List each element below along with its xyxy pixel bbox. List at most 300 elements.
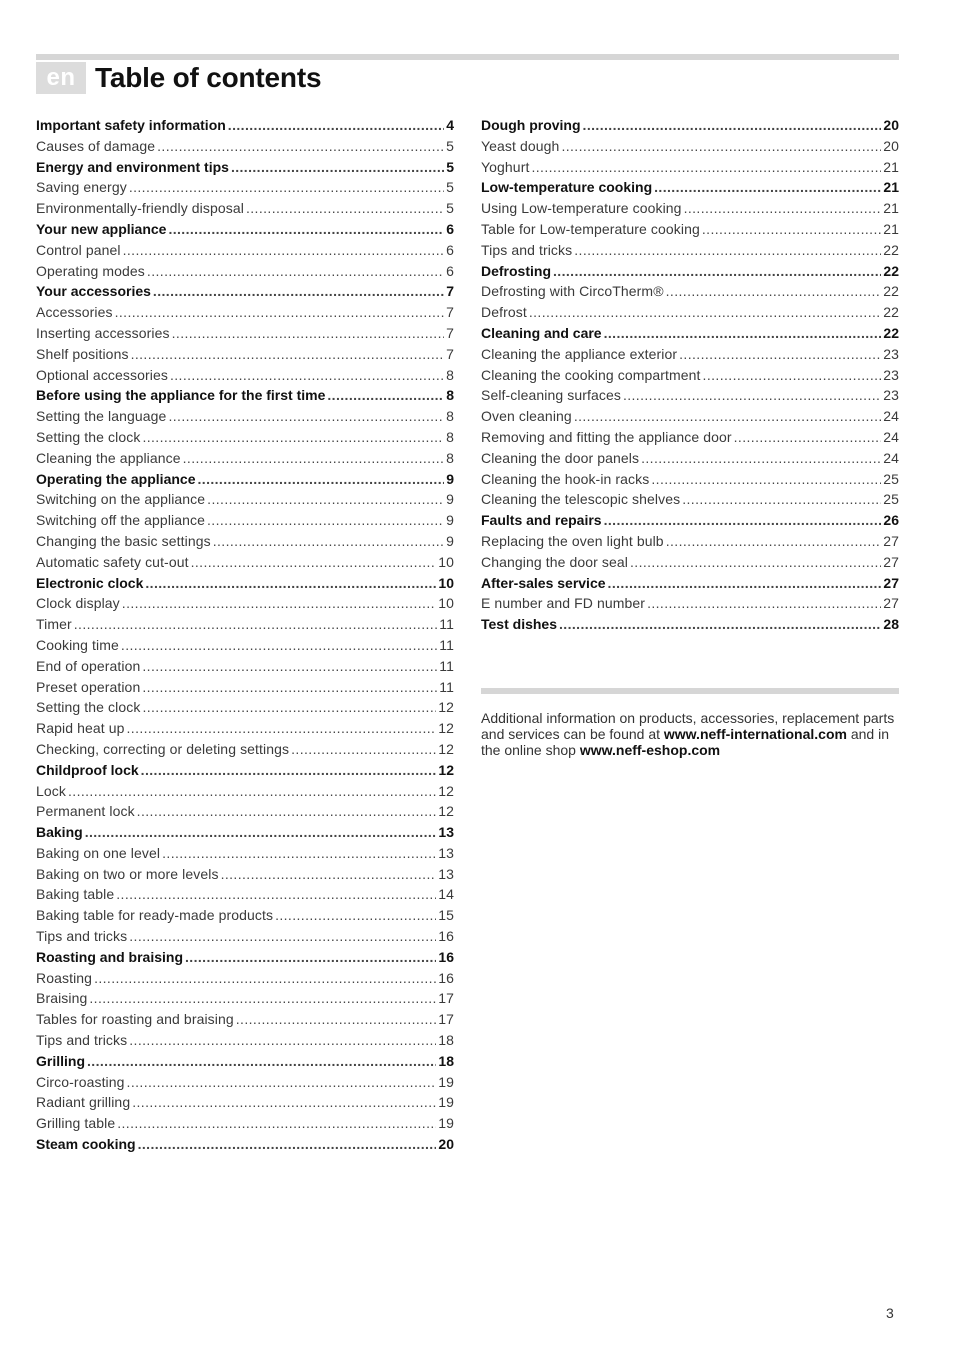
toc-entry-page-number: 22 <box>883 262 899 279</box>
toc-dot-leader <box>221 864 437 885</box>
toc-entry-page-number: 18 <box>438 1052 454 1069</box>
toc-dot-leader <box>74 614 438 635</box>
toc-section-entry[interactable] <box>36 261 454 282</box>
toc-entry-page-number: 14 <box>438 886 454 903</box>
toc-entry-page-number: 19 <box>438 1094 454 1111</box>
toc-section-entry[interactable] <box>36 968 454 989</box>
toc-entry-title: Table for Low-temperature cooking <box>481 220 700 237</box>
toc-entry-title: Roasting and braising <box>36 948 184 965</box>
toc-section-entry[interactable] <box>36 593 454 614</box>
toc-entry-page-number: 7 <box>446 283 454 300</box>
toc-entry-title: After-sales service <box>481 574 606 591</box>
toc-chapter-entry[interactable] <box>481 614 899 635</box>
toc-entry-page-number: 21 <box>883 200 899 217</box>
language-badge: en <box>36 62 86 94</box>
toc-entry-page-number: 6 <box>446 241 454 258</box>
toc-entry-title: Timer <box>36 616 72 633</box>
toc-section-entry[interactable] <box>36 988 454 1009</box>
toc-section-entry[interactable] <box>36 718 454 739</box>
toc-section-entry[interactable] <box>36 552 454 573</box>
toc-dot-leader <box>142 677 437 698</box>
toc-dot-leader <box>666 531 882 552</box>
toc-section-entry[interactable] <box>36 864 454 885</box>
toc-section-entry[interactable] <box>36 926 454 947</box>
toc-entry-title: Grilling table <box>36 1115 116 1132</box>
toc-entry-title: Inserting accessories <box>36 324 170 341</box>
toc-dot-leader <box>116 884 436 905</box>
toc-entry-title: Baking table <box>36 886 115 903</box>
toc-entry-page-number: 16 <box>438 969 454 986</box>
toc-entry-page-number: 27 <box>883 532 899 549</box>
toc-chapter-entry[interactable] <box>36 760 454 781</box>
toc-entry-page-number: 22 <box>883 241 899 258</box>
toc-chapter-entry[interactable] <box>36 157 454 178</box>
toc-dot-leader <box>213 531 444 552</box>
toc-section-entry[interactable] <box>481 344 899 365</box>
toc-entry-page-number: 23 <box>883 345 899 362</box>
toc-entry-title: Cleaning the cooking compartment <box>481 366 701 383</box>
toc-section-entry[interactable] <box>36 198 454 219</box>
toc-entry-page-number: 25 <box>883 470 899 487</box>
toc-entry-page-number: 19 <box>438 1073 454 1090</box>
toc-section-entry[interactable] <box>481 531 899 552</box>
toc-entry-title: End of operation <box>36 657 141 674</box>
toc-entry-title: Rapid heat up <box>36 720 125 737</box>
toc-section-entry[interactable] <box>481 552 899 573</box>
toc-entry-title: Shelf positions <box>36 345 129 362</box>
top-divider <box>36 54 899 60</box>
toc-entry-page-number: 5 <box>446 200 454 217</box>
toc-entry-page-number: 27 <box>883 553 899 570</box>
toc-chapter-entry[interactable] <box>481 177 899 198</box>
toc-dot-leader <box>138 1134 437 1155</box>
toc-section-entry[interactable] <box>481 448 899 469</box>
toc-dot-leader <box>122 593 436 614</box>
toc-entry-page-number: 5 <box>446 137 454 154</box>
toc-left-column <box>36 115 454 1155</box>
toc-entry-title: Cooking time <box>36 636 119 653</box>
additional-info-paragraph <box>481 710 899 758</box>
toc-dot-leader <box>207 510 444 531</box>
toc-entry-title: Saving energy <box>36 179 127 196</box>
toc-dot-leader <box>231 157 444 178</box>
toc-entry-title: Defrost <box>481 304 527 321</box>
toc-entry-title: Circo-roasting <box>36 1073 125 1090</box>
toc-section-entry[interactable] <box>481 406 899 427</box>
toc-entry-page-number: 11 <box>439 657 454 674</box>
toc-section-entry[interactable] <box>36 781 454 802</box>
toc-dot-leader <box>137 801 437 822</box>
toc-dot-leader <box>734 427 882 448</box>
toc-entry-title: Yoghurt <box>481 158 530 175</box>
toc-section-entry[interactable] <box>36 427 454 448</box>
toc-entry-title: Setting the clock <box>36 428 141 445</box>
toc-dot-leader <box>87 1051 436 1072</box>
toc-entry-title: Radiant grilling <box>36 1094 131 1111</box>
toc-dot-leader <box>207 489 444 510</box>
toc-entry-page-number: 25 <box>883 491 899 508</box>
toc-entry-title: E number and FD number <box>481 595 646 612</box>
toc-entry-title: Setting the clock <box>36 699 141 716</box>
toc-entry-page-number: 13 <box>438 824 454 841</box>
toc-entry-page-number: 9 <box>446 491 454 508</box>
toc-section-entry[interactable] <box>481 593 899 614</box>
toc-dot-leader <box>115 302 445 323</box>
toc-dot-leader <box>529 302 881 323</box>
toc-entry-page-number: 22 <box>883 283 899 300</box>
toc-entry-page-number: 12 <box>438 740 454 757</box>
toc-section-entry[interactable] <box>36 344 454 365</box>
toc-section-entry[interactable] <box>36 739 454 760</box>
toc-section-entry[interactable] <box>481 469 899 490</box>
toc-entry-page-number: 24 <box>883 428 899 445</box>
toc-dot-leader <box>641 448 881 469</box>
toc-dot-leader <box>89 988 436 1009</box>
toc-entry-title: Causes of damage <box>36 137 156 154</box>
page-title: Table of contents <box>95 62 322 93</box>
toc-entry-page-number: 27 <box>883 574 899 591</box>
toc-entry-page-number: 23 <box>883 366 899 383</box>
toc-dot-leader <box>168 219 444 240</box>
toc-section-entry[interactable] <box>481 302 899 323</box>
toc-entry-title: Childproof lock <box>36 761 139 778</box>
toc-section-entry[interactable] <box>481 157 899 178</box>
toc-entry-page-number: 12 <box>438 803 454 820</box>
toc-entry-page-number: 12 <box>438 761 454 778</box>
toc-entry-page-number: 11 <box>439 616 454 633</box>
toc-entry-title: Baking on two or more levels <box>36 865 219 882</box>
info-text-middle: and in the online shop <box>481 726 889 758</box>
toc-entry-page-number: 13 <box>438 865 454 882</box>
toc-entry-page-number: 8 <box>446 387 454 404</box>
toc-entry-page-number: 7 <box>446 324 454 341</box>
toc-entry-title: Grilling <box>36 1052 85 1069</box>
toc-dot-leader <box>604 510 882 531</box>
toc-section-entry[interactable] <box>481 219 899 240</box>
toc-section-entry[interactable] <box>36 801 454 822</box>
toc-section-entry[interactable] <box>36 635 454 656</box>
toc-dot-leader <box>129 1030 436 1051</box>
toc-entry-page-number: 5 <box>446 179 454 196</box>
toc-dot-leader <box>142 656 437 677</box>
toc-chapter-entry[interactable] <box>36 1134 454 1155</box>
toc-chapter-entry[interactable] <box>481 323 899 344</box>
toc-dot-leader <box>170 365 444 386</box>
toc-entry-title: Clock display <box>36 595 120 612</box>
toc-entry-title: Low-temperature cooking <box>481 179 653 196</box>
toc-entry-page-number: 21 <box>883 158 899 175</box>
toc-dot-leader <box>604 323 882 344</box>
toc-section-entry[interactable] <box>36 1072 454 1093</box>
toc-entry-page-number: 22 <box>883 304 899 321</box>
toc-entry-title: Changing the door seal <box>481 553 628 570</box>
toc-chapter-entry[interactable] <box>36 385 454 406</box>
toc-entry-title: Operating modes <box>36 262 145 279</box>
toc-dot-leader <box>183 448 444 469</box>
toc-entry-page-number: 10 <box>438 595 454 612</box>
toc-chapter-entry[interactable] <box>36 822 454 843</box>
toc-section-entry[interactable] <box>36 677 454 698</box>
toc-dot-leader <box>630 552 881 573</box>
toc-dot-leader <box>236 1009 436 1030</box>
toc-entry-title: Important safety information <box>36 117 226 133</box>
toc-section-entry[interactable] <box>36 240 454 261</box>
toc-entry-page-number: 6 <box>446 220 454 237</box>
toc-entry-page-number: 16 <box>438 928 454 945</box>
toc-entry-page-number: 13 <box>438 844 454 861</box>
toc-entry-title: Changing the basic settings <box>36 532 211 549</box>
toc-section-entry[interactable] <box>481 240 899 261</box>
toc-section-entry[interactable] <box>36 510 454 531</box>
toc-chapter-entry[interactable] <box>36 573 454 594</box>
toc-entry-title: Your accessories <box>36 283 151 300</box>
toc-entry-title: Dough proving <box>481 117 581 133</box>
toc-entry-title: Defrosting <box>481 262 551 279</box>
toc-dot-leader <box>117 1113 436 1134</box>
toc-section-entry[interactable] <box>36 323 454 344</box>
toc-dot-leader <box>68 781 436 802</box>
toc-entry-title: Switching on the appliance <box>36 491 206 508</box>
toc-dot-leader <box>623 385 881 406</box>
toc-dot-leader <box>162 843 436 864</box>
toc-entry-title: Permanent lock <box>36 803 135 820</box>
toc-entry-title: Cleaning the hook-in racks <box>481 470 650 487</box>
toc-entry-page-number: 26 <box>883 512 899 529</box>
toc-section-entry[interactable] <box>36 302 454 323</box>
toc-entry-title: Cleaning the appliance exterior <box>481 345 678 362</box>
toc-entry-page-number: 17 <box>438 990 454 1007</box>
toc-entry-title: Setting the language <box>36 408 167 425</box>
toc-dot-leader <box>145 573 436 594</box>
toc-section-entry[interactable] <box>481 365 899 386</box>
toc-section-entry[interactable] <box>481 427 899 448</box>
toc-dot-leader <box>666 281 882 302</box>
toc-entry-page-number: 20 <box>883 137 899 154</box>
toc-entry-page-number: 8 <box>446 408 454 425</box>
toc-dot-leader <box>126 718 436 739</box>
toc-entry-page-number: 11 <box>439 636 454 653</box>
toc-dot-leader <box>85 822 437 843</box>
toc-entry-page-number: 21 <box>883 220 899 237</box>
eshop-link[interactable]: www.neff-eshop.com <box>579 742 721 758</box>
toc-dot-leader <box>131 344 445 365</box>
toc-dot-leader <box>574 406 881 427</box>
toc-section-entry[interactable] <box>36 448 454 469</box>
toc-section-entry[interactable] <box>36 884 454 905</box>
toc-dot-leader <box>157 136 444 157</box>
toc-dot-leader <box>129 926 436 947</box>
toc-section-entry[interactable] <box>36 1030 454 1051</box>
toc-entry-title: Test dishes <box>481 616 557 633</box>
toc-entry-page-number: 11 <box>439 678 454 695</box>
toc-section-entry[interactable] <box>36 1009 454 1030</box>
toc-entry-title: Tips and tricks <box>481 241 573 258</box>
toc-entry-page-number: 18 <box>438 1032 454 1049</box>
toc-dot-leader <box>121 635 437 656</box>
toc-entry-title: Baking on one level <box>36 844 161 861</box>
toc-section-entry[interactable] <box>36 1092 454 1113</box>
toc-entry-title: Environmentally-friendly disposal <box>36 200 244 217</box>
toc-dot-leader <box>702 219 881 240</box>
toc-entry-title: Preset operation <box>36 678 141 695</box>
toc-entry-title: Accessories <box>36 304 113 321</box>
toc-entry-title: Your new appliance <box>36 220 167 237</box>
toc-section-entry[interactable] <box>36 1113 454 1134</box>
toc-entry-page-number: 17 <box>438 1011 454 1028</box>
toc-chapter-entry[interactable] <box>36 1051 454 1072</box>
toc-section-entry[interactable] <box>36 177 454 198</box>
toc-dot-leader <box>127 1072 437 1093</box>
toc-entry-page-number: 12 <box>438 720 454 737</box>
toc-entry-page-number: 24 <box>883 449 899 466</box>
toc-section-entry[interactable] <box>36 406 454 427</box>
toc-entry-page-number: 20 <box>438 1136 454 1153</box>
toc-dot-leader <box>682 489 881 510</box>
toc-entry-title: Braising <box>36 990 88 1007</box>
toc-entry-page-number: 20 <box>883 117 899 133</box>
toc-dot-leader <box>291 739 436 760</box>
toc-dot-leader <box>327 385 444 406</box>
toc-dot-leader <box>191 552 437 573</box>
toc-dot-leader <box>153 281 444 302</box>
toc-entry-title: Before using the appliance for the first time <box>36 387 326 404</box>
toc-entry-page-number: 4 <box>446 117 454 133</box>
toc-dot-leader <box>531 157 881 178</box>
toc-chapter-entry[interactable] <box>481 510 899 531</box>
toc-chapter-entry[interactable] <box>481 261 899 282</box>
toc-chapter-entry[interactable] <box>36 115 454 136</box>
toc-dot-leader <box>94 968 436 989</box>
toc-dot-leader <box>129 177 444 198</box>
toc-dot-leader <box>608 573 882 594</box>
toc-entry-title: Self-cleaning surfaces <box>481 387 621 404</box>
toc-dot-leader <box>553 261 881 282</box>
toc-entry-page-number: 9 <box>446 512 454 529</box>
toc-entry-title: Cleaning the appliance <box>36 449 181 466</box>
toc-dot-leader <box>132 1092 436 1113</box>
toc-entry-title: Tips and tricks <box>36 928 128 945</box>
toc-dot-leader <box>197 469 444 490</box>
toc-section-entry[interactable] <box>481 489 899 510</box>
toc-section-entry[interactable] <box>36 614 454 635</box>
toc-chapter-entry[interactable] <box>36 469 454 490</box>
toc-entry-title: Electronic clock <box>36 574 144 591</box>
toc-entry-title: Lock <box>36 782 66 799</box>
toc-entry-title: Yeast dough <box>481 137 560 154</box>
toc-entry-page-number: 7 <box>446 304 454 321</box>
toc-dot-leader <box>275 905 436 926</box>
toc-section-entry[interactable] <box>481 198 899 219</box>
toc-entry-title: Checking, correcting or deleting settings <box>36 740 290 757</box>
toc-entry-page-number: 22 <box>883 324 899 341</box>
toc-chapter-entry[interactable] <box>36 281 454 302</box>
toc-entry-page-number: 5 <box>446 158 454 175</box>
toc-section-entry[interactable] <box>36 905 454 926</box>
toc-dot-leader <box>574 240 881 261</box>
toc-entry-page-number: 6 <box>446 262 454 279</box>
toc-dot-leader <box>559 614 881 635</box>
toc-entry-title: Roasting <box>36 969 93 986</box>
toc-dot-leader <box>142 697 436 718</box>
toc-section-entry[interactable] <box>36 365 454 386</box>
toc-section-entry[interactable] <box>36 136 454 157</box>
toc-dot-leader <box>246 198 444 219</box>
toc-dot-leader <box>654 177 881 198</box>
toc-dot-leader <box>561 136 881 157</box>
toc-dot-leader <box>185 947 436 968</box>
toc-entry-page-number: 10 <box>438 553 454 570</box>
toc-dot-leader <box>141 760 437 781</box>
toc-entry-page-number: 8 <box>446 449 454 466</box>
toc-entry-title: Cleaning and care <box>481 324 602 341</box>
toc-entry-title: Baking table for ready-made products <box>36 907 274 924</box>
toc-section-entry[interactable] <box>481 136 899 157</box>
toc-entry-title: Using Low-temperature cooking <box>481 200 682 217</box>
toc-chapter-entry[interactable] <box>481 573 899 594</box>
toc-entry-title: Optional accessories <box>36 366 168 383</box>
toc-entry-title: Defrosting with CircoTherm® <box>481 283 664 300</box>
toc-section-entry[interactable] <box>481 385 899 406</box>
info-text-start: Additional information on products, accessories, replacement parts and services can be found at <box>481 710 895 742</box>
toc-section-entry[interactable] <box>36 531 454 552</box>
toc-entry-title: Cleaning the door panels <box>481 449 640 466</box>
toc-dot-leader <box>684 198 882 219</box>
toc-dot-leader <box>172 323 445 344</box>
toc-entry-page-number: 9 <box>446 532 454 549</box>
toc-entry-page-number: 12 <box>438 782 454 799</box>
toc-entry-title: Switching off the appliance <box>36 512 205 529</box>
toc-section-entry[interactable] <box>36 843 454 864</box>
toc-chapter-entry[interactable] <box>481 115 899 136</box>
toc-entry-title: Tables for roasting and braising <box>36 1011 234 1028</box>
toc-dot-leader <box>147 261 444 282</box>
toc-entry-title: Baking <box>36 824 83 841</box>
toc-entry-title: Energy and environment tips <box>36 158 229 175</box>
toc-entry-page-number: 8 <box>446 428 454 445</box>
toc-dot-leader <box>703 365 882 386</box>
toc-chapter-entry[interactable] <box>36 219 454 240</box>
toc-entry-title: Oven cleaning <box>481 408 572 425</box>
toc-dot-leader <box>647 593 881 614</box>
toc-entry-title: Removing and fitting the appliance door <box>481 428 732 445</box>
toc-chapter-entry[interactable] <box>36 947 454 968</box>
toc-entry-page-number: 9 <box>446 470 454 487</box>
toc-dot-leader <box>679 344 881 365</box>
toc-dot-leader <box>583 115 882 136</box>
info-divider <box>481 688 899 694</box>
website-link[interactable]: www.neff-international.com <box>663 726 847 742</box>
toc-entry-page-number: 8 <box>446 366 454 383</box>
toc-section-entry[interactable] <box>36 489 454 510</box>
toc-entry-page-number: 28 <box>883 616 899 633</box>
toc-section-entry[interactable] <box>36 697 454 718</box>
toc-section-entry[interactable] <box>36 656 454 677</box>
toc-entry-page-number: 24 <box>883 408 899 425</box>
toc-entry-page-number: 21 <box>883 179 899 196</box>
toc-entry-page-number: 7 <box>446 345 454 362</box>
toc-entry-title: Control panel <box>36 241 121 258</box>
toc-entry-title: Automatic safety cut-out <box>36 553 189 570</box>
toc-entry-page-number: 16 <box>438 948 454 965</box>
toc-dot-leader <box>168 406 444 427</box>
toc-entry-page-number: 23 <box>883 387 899 404</box>
toc-section-entry[interactable] <box>481 281 899 302</box>
toc-entry-title: Operating the appliance <box>36 470 196 487</box>
toc-dot-leader <box>651 469 881 490</box>
page-header <box>36 62 321 94</box>
toc-entry-page-number: 19 <box>438 1115 454 1132</box>
toc-entry-page-number: 10 <box>438 574 454 591</box>
